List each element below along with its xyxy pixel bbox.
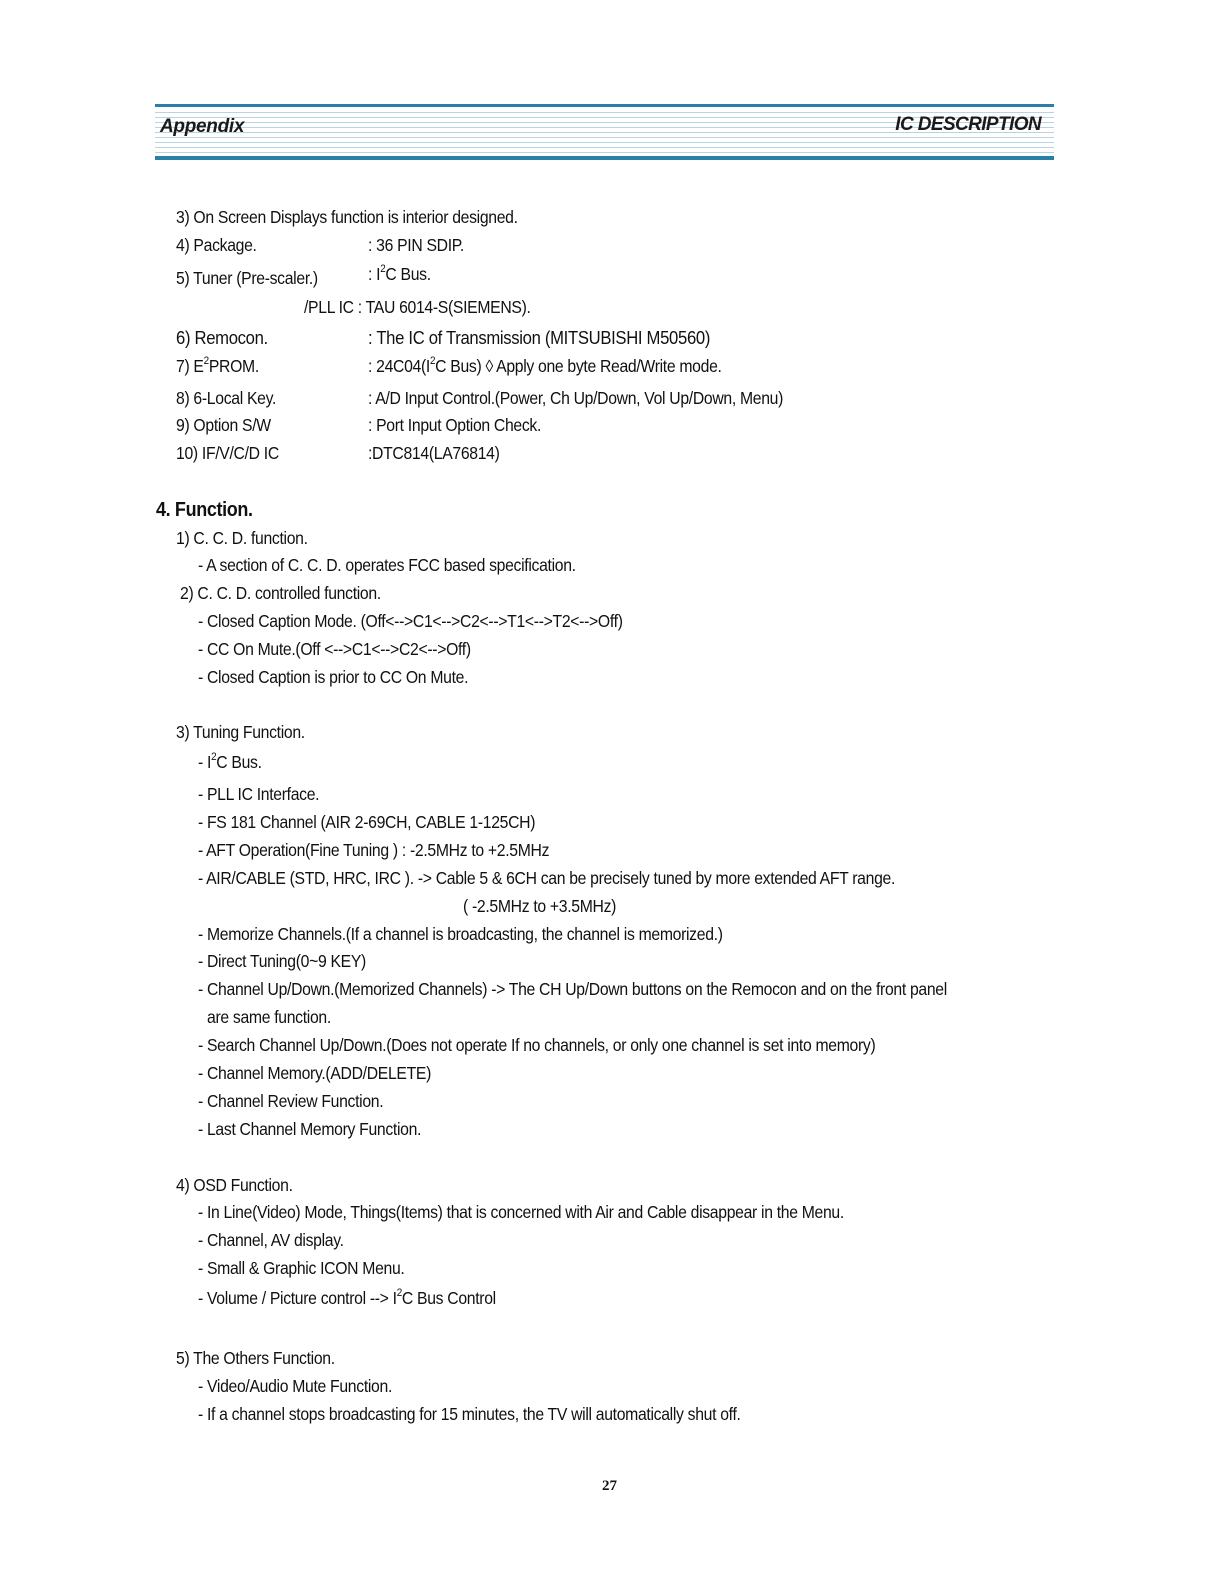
tuning-item: - AIR/CABLE (STD, HRC, IRC ). -> Cable 5 & 6CH can be precisely tuned by more extended AFT range. — [198, 868, 896, 888]
tuning-item: - Channel Up/Down.(Memorized Channels) -> The CH Up/Down buttons on the Remocon and on the front panel — [198, 979, 947, 999]
spec-value-4: : 36 PIN SDIP. — [368, 235, 464, 255]
spec-label-4: 4) Package. — [176, 235, 257, 255]
ccd-controlled-item: - Closed Caption Mode. (Off<-->C1<-->C2<-->T1<-->T2<-->Off) — [198, 611, 623, 631]
header-stripe — [155, 137, 1054, 138]
header-document-title: IC DESCRIPTION — [895, 114, 1041, 135]
spec-label-6: 6) Remocon. — [176, 327, 268, 348]
spec-value-5-pll: /PLL IC : TAU 6014-S(SIEMENS). — [304, 297, 531, 317]
osd-function-title: 4) OSD Function. — [176, 1175, 293, 1195]
header-stripe — [155, 152, 1054, 153]
tuning-function-title: 3) Tuning Function. — [176, 722, 305, 742]
spec-label-7: 7) $E^2PROM$. — [176, 355, 259, 376]
spec-label-5: 5) Tuner (Pre-scaler.) — [176, 268, 318, 288]
ccd-function-item: - A section of C. C. D. operates FCC based specification. — [198, 555, 576, 575]
spec-value-10: :DTC814(LA76814) — [368, 443, 500, 463]
header-stripe — [155, 142, 1054, 143]
spec-value-6: : The IC of Transmission (MITSUBISHI M50560) — [368, 327, 711, 348]
tuning-item: - PLL IC Interface. — [198, 784, 320, 804]
tuning-item-continued: ( -2.5MHz to +3.5MHz) — [463, 896, 617, 916]
osd-item: - Small & Graphic ICON Menu. — [198, 1258, 405, 1278]
tuning-item: - Search Channel Up/Down.(Does not operate If no channels, or only one channel is set into memory) — [198, 1035, 876, 1055]
page-number: 27 — [602, 1478, 617, 1494]
ccd-function-title: 1) C. C. D. function. — [176, 528, 308, 548]
osd-item: - Volume / Picture control --> $I^2C$ Bus Control — [198, 1287, 496, 1308]
spec-label-10: 10) IF/V/C/D IC — [176, 443, 279, 463]
tuning-item: - $I^2C$ Bus. — [198, 751, 262, 772]
tuning-item: - FS 181 Channel (AIR 2-69CH, CABLE 1-125CH) — [198, 812, 536, 832]
header-top-rule — [155, 104, 1054, 107]
ccd-controlled-item: - CC On Mute.(Off <-->C1<-->C2<-->Off) — [198, 639, 471, 659]
tuning-item: - Memorize Channels.(If a channel is broadcasting, the channel is memorized.) — [198, 924, 723, 944]
header-section-title: Appendix — [160, 116, 245, 137]
function-heading: 4. Function. — [156, 499, 253, 521]
spec-value-8: : A/D Input Control.(Power, Ch Up/Down, Vol Up/Down, Menu) — [368, 388, 784, 408]
osd-item: - Channel, AV display. — [198, 1230, 344, 1250]
header-stripe — [155, 112, 1054, 113]
header-bottom-rule — [155, 156, 1054, 160]
ccd-controlled-item: - Closed Caption is prior to CC On Mute. — [198, 667, 469, 687]
spec-label-9: 9) Option S/W — [176, 415, 271, 435]
tuning-item: - Last Channel Memory Function. — [198, 1119, 422, 1139]
tuning-item-continued: are same function. — [207, 1007, 331, 1027]
others-item: - Video/Audio Mute Function. — [198, 1376, 393, 1396]
spec-line-3: 3) On Screen Displays function is interior designed. — [176, 207, 518, 227]
spec-value-7: : $24C04(I^2C$ Bus) ◊ Apply one byte Read/Write mode. — [368, 355, 722, 376]
others-function-title: 5) The Others Function. — [176, 1348, 335, 1368]
osd-item: - In Line(Video) Mode, Things(Items) that is concerned with Air and Cable disappear in the Menu. — [198, 1202, 844, 1222]
tuning-item: - Channel Review Function. — [198, 1091, 384, 1111]
spec-value-9: : Port Input Option Check. — [368, 415, 542, 435]
spec-label-8: 8) 6-Local Key. — [176, 388, 277, 408]
tuning-item: - AFT Operation(Fine Tuning ) : -2.5MHz to +2.5MHz — [198, 840, 550, 860]
ccd-controlled-title: 2) C. C. D. controlled function. — [180, 583, 381, 603]
header-stripe — [155, 147, 1054, 148]
spec-value-5: : $I^2C$ Bus. — [368, 263, 431, 284]
others-item: - If a channel stops broadcasting for 15 minutes, the TV will automatically shut off. — [198, 1404, 741, 1424]
tuning-item: - Direct Tuning(0~9 KEY) — [198, 951, 366, 971]
tuning-item: - Channel Memory.(ADD/DELETE) — [198, 1063, 432, 1083]
